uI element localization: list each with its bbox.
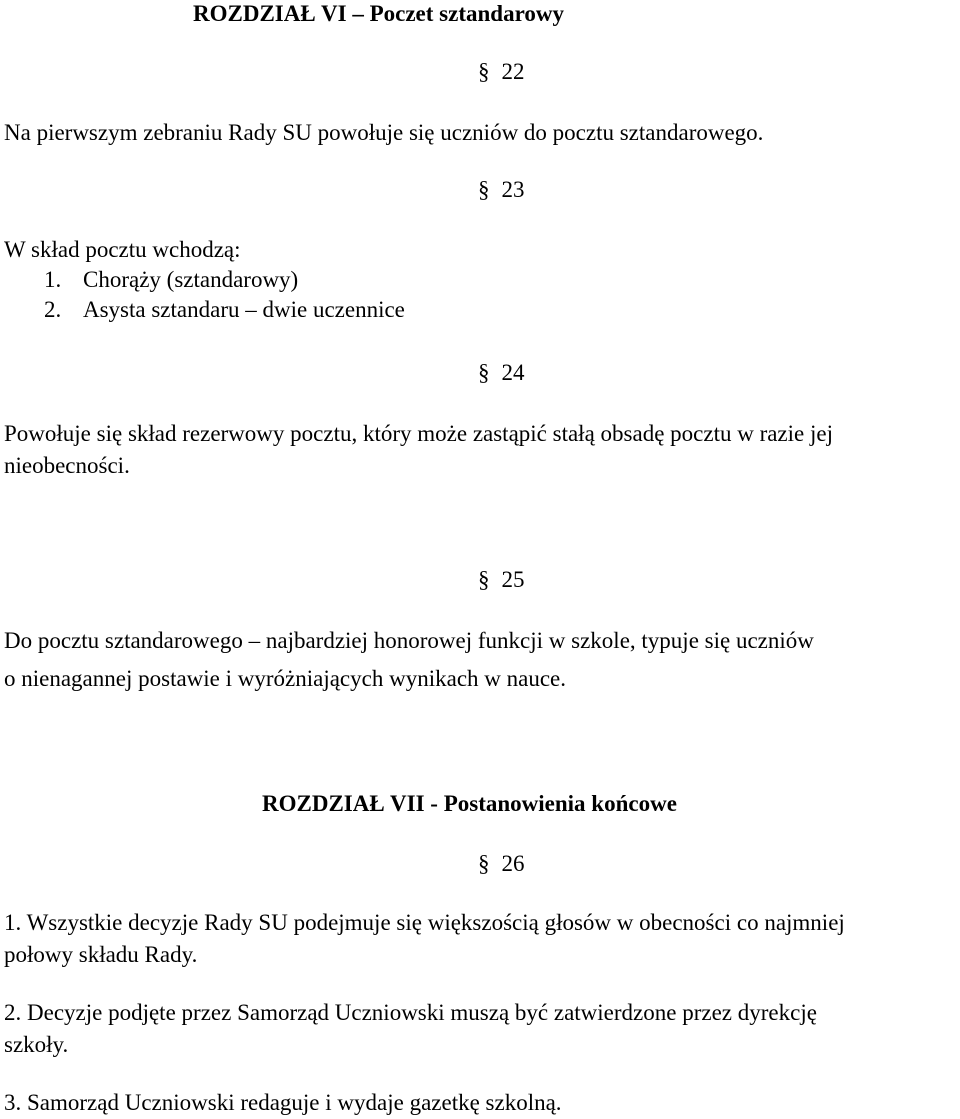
section-24-marker [478, 359, 525, 387]
list-item-text: Asysta sztandaru – dwie uczennice [83, 297, 405, 322]
section-24-line-2: nieobecności. [4, 453, 130, 478]
section-number: 22 [501, 59, 525, 84]
section-number: 26 [501, 851, 525, 876]
list-item-number: 2. [44, 297, 62, 322]
point-1-line-1: 1. Wszystkie decyzje Rady SU podejmuje się większością głosów w obecności co najmniej [4, 910, 845, 935]
section-number: 25 [501, 567, 525, 592]
section-number: 24 [501, 360, 525, 385]
section-25-marker [478, 566, 525, 594]
point-1-line-2: połowy składu Rady. [4, 942, 198, 967]
chapter-6-heading: ROZDZIAŁ VI – Poczet sztandarowy [193, 1, 564, 26]
point-3-line-1: 3. Samorząd Uczniowski redaguje i wydaje gazetkę szkolną. [4, 1090, 562, 1115]
chapter-7-heading: ROZDZIAŁ VII - Postanowienia końcowe [262, 791, 677, 816]
section-25-line-1: Do pocztu sztandarowego – najbardziej honorowej funkcji w szkole, typuje się uczniów [4, 628, 814, 653]
section-25-line-2: o nienagannej postawie i wyróżniających wynikach w nauce. [4, 666, 567, 691]
section-24-line-1: Powołuje się skład rezerwowy pocztu, który może zastąpić stałą obsadę pocztu w razie jej [4, 421, 833, 446]
section-22-text: Na pierwszym zebraniu Rady SU powołuje się uczniów do pocztu sztandarowego. [4, 120, 764, 145]
section-22-marker [478, 58, 525, 86]
point-2-line-2: szkoły. [4, 1032, 69, 1057]
section-26-marker [478, 850, 525, 878]
section-number: 23 [501, 177, 525, 202]
list-item-text: Chorąży (sztandarowy) [83, 267, 299, 292]
point-2-line-1: 2. Decyzje podjęte przez Samorząd Uczniowski muszą być zatwierdzone przez dyrekcję [4, 1000, 817, 1025]
section-symbol: § [478, 360, 490, 385]
section-23-marker [478, 176, 525, 204]
section-symbol: § [478, 59, 490, 84]
section-symbol: § [478, 567, 490, 592]
list-item-number: 1. [44, 267, 62, 292]
section-23-intro: W skład pocztu wchodzą: [4, 237, 241, 262]
section-symbol: § [478, 851, 490, 876]
section-symbol: § [478, 177, 490, 202]
